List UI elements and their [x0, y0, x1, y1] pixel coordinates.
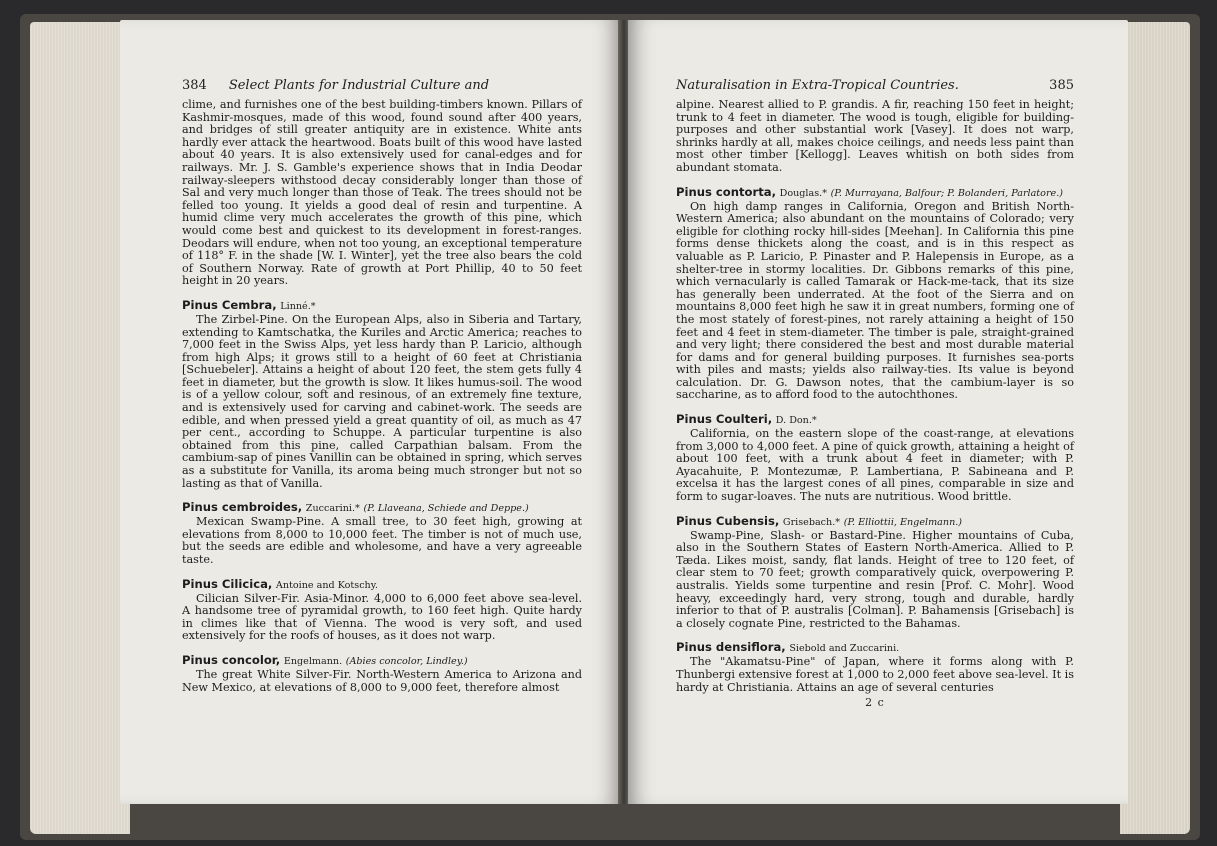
right-page-header [676, 78, 1074, 93]
species-name: Pinus Cembra, [182, 297, 277, 312]
species-synonym: (P. Llaveana, Schiede and Deppe.) [363, 503, 529, 515]
species-name: Pinus Cubensis, [676, 513, 780, 528]
continuation-paragraph: clime, and furnishes one of the best building-timbers known. Pillars of Kashmir-mosques, made of this wood, found sound after 400 years, and bridges of still greater antiquity are in existence. White ants hardly ever attack the heartwood. Boats built of this wood have lasted about 40 years. It is also extensively used for canal-edges and for railways. Mr. J. S. Gamble's experience shows that in India Deodar railway-sleepers withstood decay considerably longer than those of Sal and very much longer than those of Teak. The trees should not be felled too young. It yields a good deal of resin and turpentine. A humid clime very much accelerates the growth of this pine, which would come best and quickest to its development in forest-ranges. Deodars will endure, when not too young, an exceptional temperature of 118° F. in the shade [W. I. Winter], yet the tree also bears the cold of Southern Norway. Rate of growth at Port Phillip, 40 to 50 feet height in 20 years. [182, 98, 582, 288]
species-entry [182, 501, 582, 566]
continuation-paragraph: alpine. Nearest allied to P. grandis. A fir, reaching 150 feet in height; trunk to 4 feet in diameter. The wood is tough, eligible for building-purposes and other substantial work [Vasey]. It does not warp, shrinks hardly at all, makes choice ceilings, and needs less paint than most other timber [Kellogg]. Leaves whitish on both sides from abundant stomata. [676, 98, 1074, 174]
species-entry [182, 299, 582, 490]
species-name: Pinus densiflora, [676, 640, 786, 655]
running-head: Select Plants for Industrial Culture and [228, 78, 490, 93]
species-description: Cilician Silver-Fir. Asia-Minor. 4,000 to 6,000 feet above sea-level. A handsome tree of pyramidal growth, to 160 feet high. Quite hardy in climes like that of Vienna. The wood is very soft, and used extensively for the roofs of houses, as it does not warp. [182, 591, 582, 643]
species-description: Swamp-Pine, Slash- or Bastard-Pine. Higher mountains of Cuba, also in the Southern States of Eastern North-America. Allied to P. Tæda. Likes moist, sandy, flat lands. Height of tree to 120 feet, of clear stem to 70 feet; growth comparatively quick, overpowering P. australis. Yields some turpentine and resin [Prof. C. Mohr]. Wood heavy, exceedingly hard, very strong, tough and durable, hardly inferior to that of P. australis [Colman]. P. Bahamensis [Grisebach] is a closely cognate Pine, restricted to the Bahamas. [676, 528, 1074, 630]
species-authority: Siebold and Zuccarini. [789, 643, 900, 655]
running-head: Naturalisation in Extra-Tropical Countries. [676, 78, 959, 93]
page-edges-left [30, 22, 130, 834]
species-name: Pinus contorta, [676, 184, 777, 199]
species-authority: Linné.* [280, 300, 316, 312]
species-description: California, on the eastern slope of the coast-range, at elevations from 3,000 to 4,000 feet. A pine of quick growth, attaining a height of about 100 feet, with a trunk about 4 feet in diameter; with P. Ayacahuite, P. Montezumæ, P. Lambertiana, P. Sabineana and P. excelsa it has the largest cones of all pines, comparable in size and form to sugar-loaves. The nuts are nutritious. Wood brittle. [676, 427, 1074, 504]
species-entry [676, 186, 1074, 403]
species-entry [676, 515, 1074, 631]
right-page [628, 20, 1128, 804]
species-description: The Zirbel-Pine. On the European Alps, also in Siberia and Tartary, extending to Kamtschatka, the Kuriles and Arctic America; reaches to 7,000 feet in the Swiss Alps, yet less hardy than P. Laricio, although from high Alps; it grows still to a height of 60 feet at Christiania [Schuebeler]. Attains a height of about 120 feet, the stem gets fully 4 feet in diameter, but the growth is slow. It likes humus-soil. The wood is of a yellow colour, soft and resinous, of an extremely fine texture, and is extensively used for carving and cabinet-work. The seeds are edible, and when pressed yield a great quantity of oil, as much as 47 per cent., according to Schuppe. A particular turpentine is also obtained from this pine, called Carpathian balsam. From the cambium-sap of pines Vanillin can be obtained in spring, which serves as a substitute for Vanilla, its aroma being much stronger but not so lasting as that of Vanilla. [182, 312, 582, 490]
species-name: Pinus cembroides, [182, 500, 303, 515]
page-number: 385 [1049, 78, 1074, 93]
page-number: 384 [182, 78, 207, 93]
species-authority: Grisebach.* [782, 516, 841, 528]
species-authority: Antoine and Kotschy. [275, 579, 378, 591]
species-description: Mexican Swamp-Pine. A small tree, to 30 feet high, growing at elevations from 8,000 to 10,000 feet. The timber is not of much use, but the seeds are edible and wholesome, and have a very agreeable taste. [182, 515, 582, 566]
species-synonym: (P. Elliottii, Engelmann.) [843, 516, 963, 528]
species-synonym: (P. Murrayana, Balfour; P. Bolanderi, Parlatore.) [830, 187, 1063, 199]
left-page [120, 20, 620, 804]
species-name: Pinus concolor, [182, 652, 281, 667]
species-entry [676, 641, 1074, 694]
species-entry [182, 654, 582, 694]
species-description: On high damp ranges in California, Oregon and British North-Western America; also abundant on the mountains of Colorado; very eligible for clothing rocky hill-sides [Meehan]. In California this pine forms dense thickets along the coast, and is in this respect as valuable as P. Laricio, P. Pinaster and P. Halepensis in Europe, as a shelter-tree in stormy localities. Dr. Gibbons remarks of this pine, which vernacularly is called Tamarak or Hack-me-tack, that its size has generally been underrated. At the foot of the Sierra and on mountains 8,000 feet high he saw it in great numbers, forming one of the most stately of forest-pines, not rarely attaining a height of 150 feet and 4 feet in stem-diameter. The timber is pale, straight-grained and very light; there considered the best and most durable material for dams and for general building purposes. It furnishes sea-ports with piles and masts; yields also railway-ties. Its value is beyond calculation. Dr. G. Dawson notes, that the cambium-layer is so saccharine, as to afford food to the autochthones. [676, 199, 1074, 402]
species-authority: Zuccarini.* [305, 503, 360, 515]
species-authority: Engelmann. [283, 655, 343, 667]
species-description: The great White Silver-Fir. North-Western America to Arizona and New Mexico, at elevations of 8,000 to 9,000 feet, therefore almost [182, 667, 582, 694]
species-synonym: (Abies concolor, Lindley.) [345, 655, 468, 667]
signature-mark: 2 c [865, 696, 885, 710]
species-name: Pinus Coulteri, [676, 412, 773, 427]
left-page-header [182, 78, 582, 93]
species-entry [676, 413, 1074, 504]
page-edges-right [1120, 22, 1190, 834]
species-description: The "Akamatsu-Pine" of Japan, where it forms along with P. Thunbergi extensive forest at 1,000 to 2,000 feet above sea-level. It is hardy at Christiania. Attains an age of several centuries [676, 655, 1074, 694]
species-authority: Douglas.* [779, 187, 827, 199]
species-authority: D. Don.* [775, 415, 817, 427]
species-name: Pinus Cilicica, [182, 576, 273, 591]
species-entry [182, 578, 582, 643]
